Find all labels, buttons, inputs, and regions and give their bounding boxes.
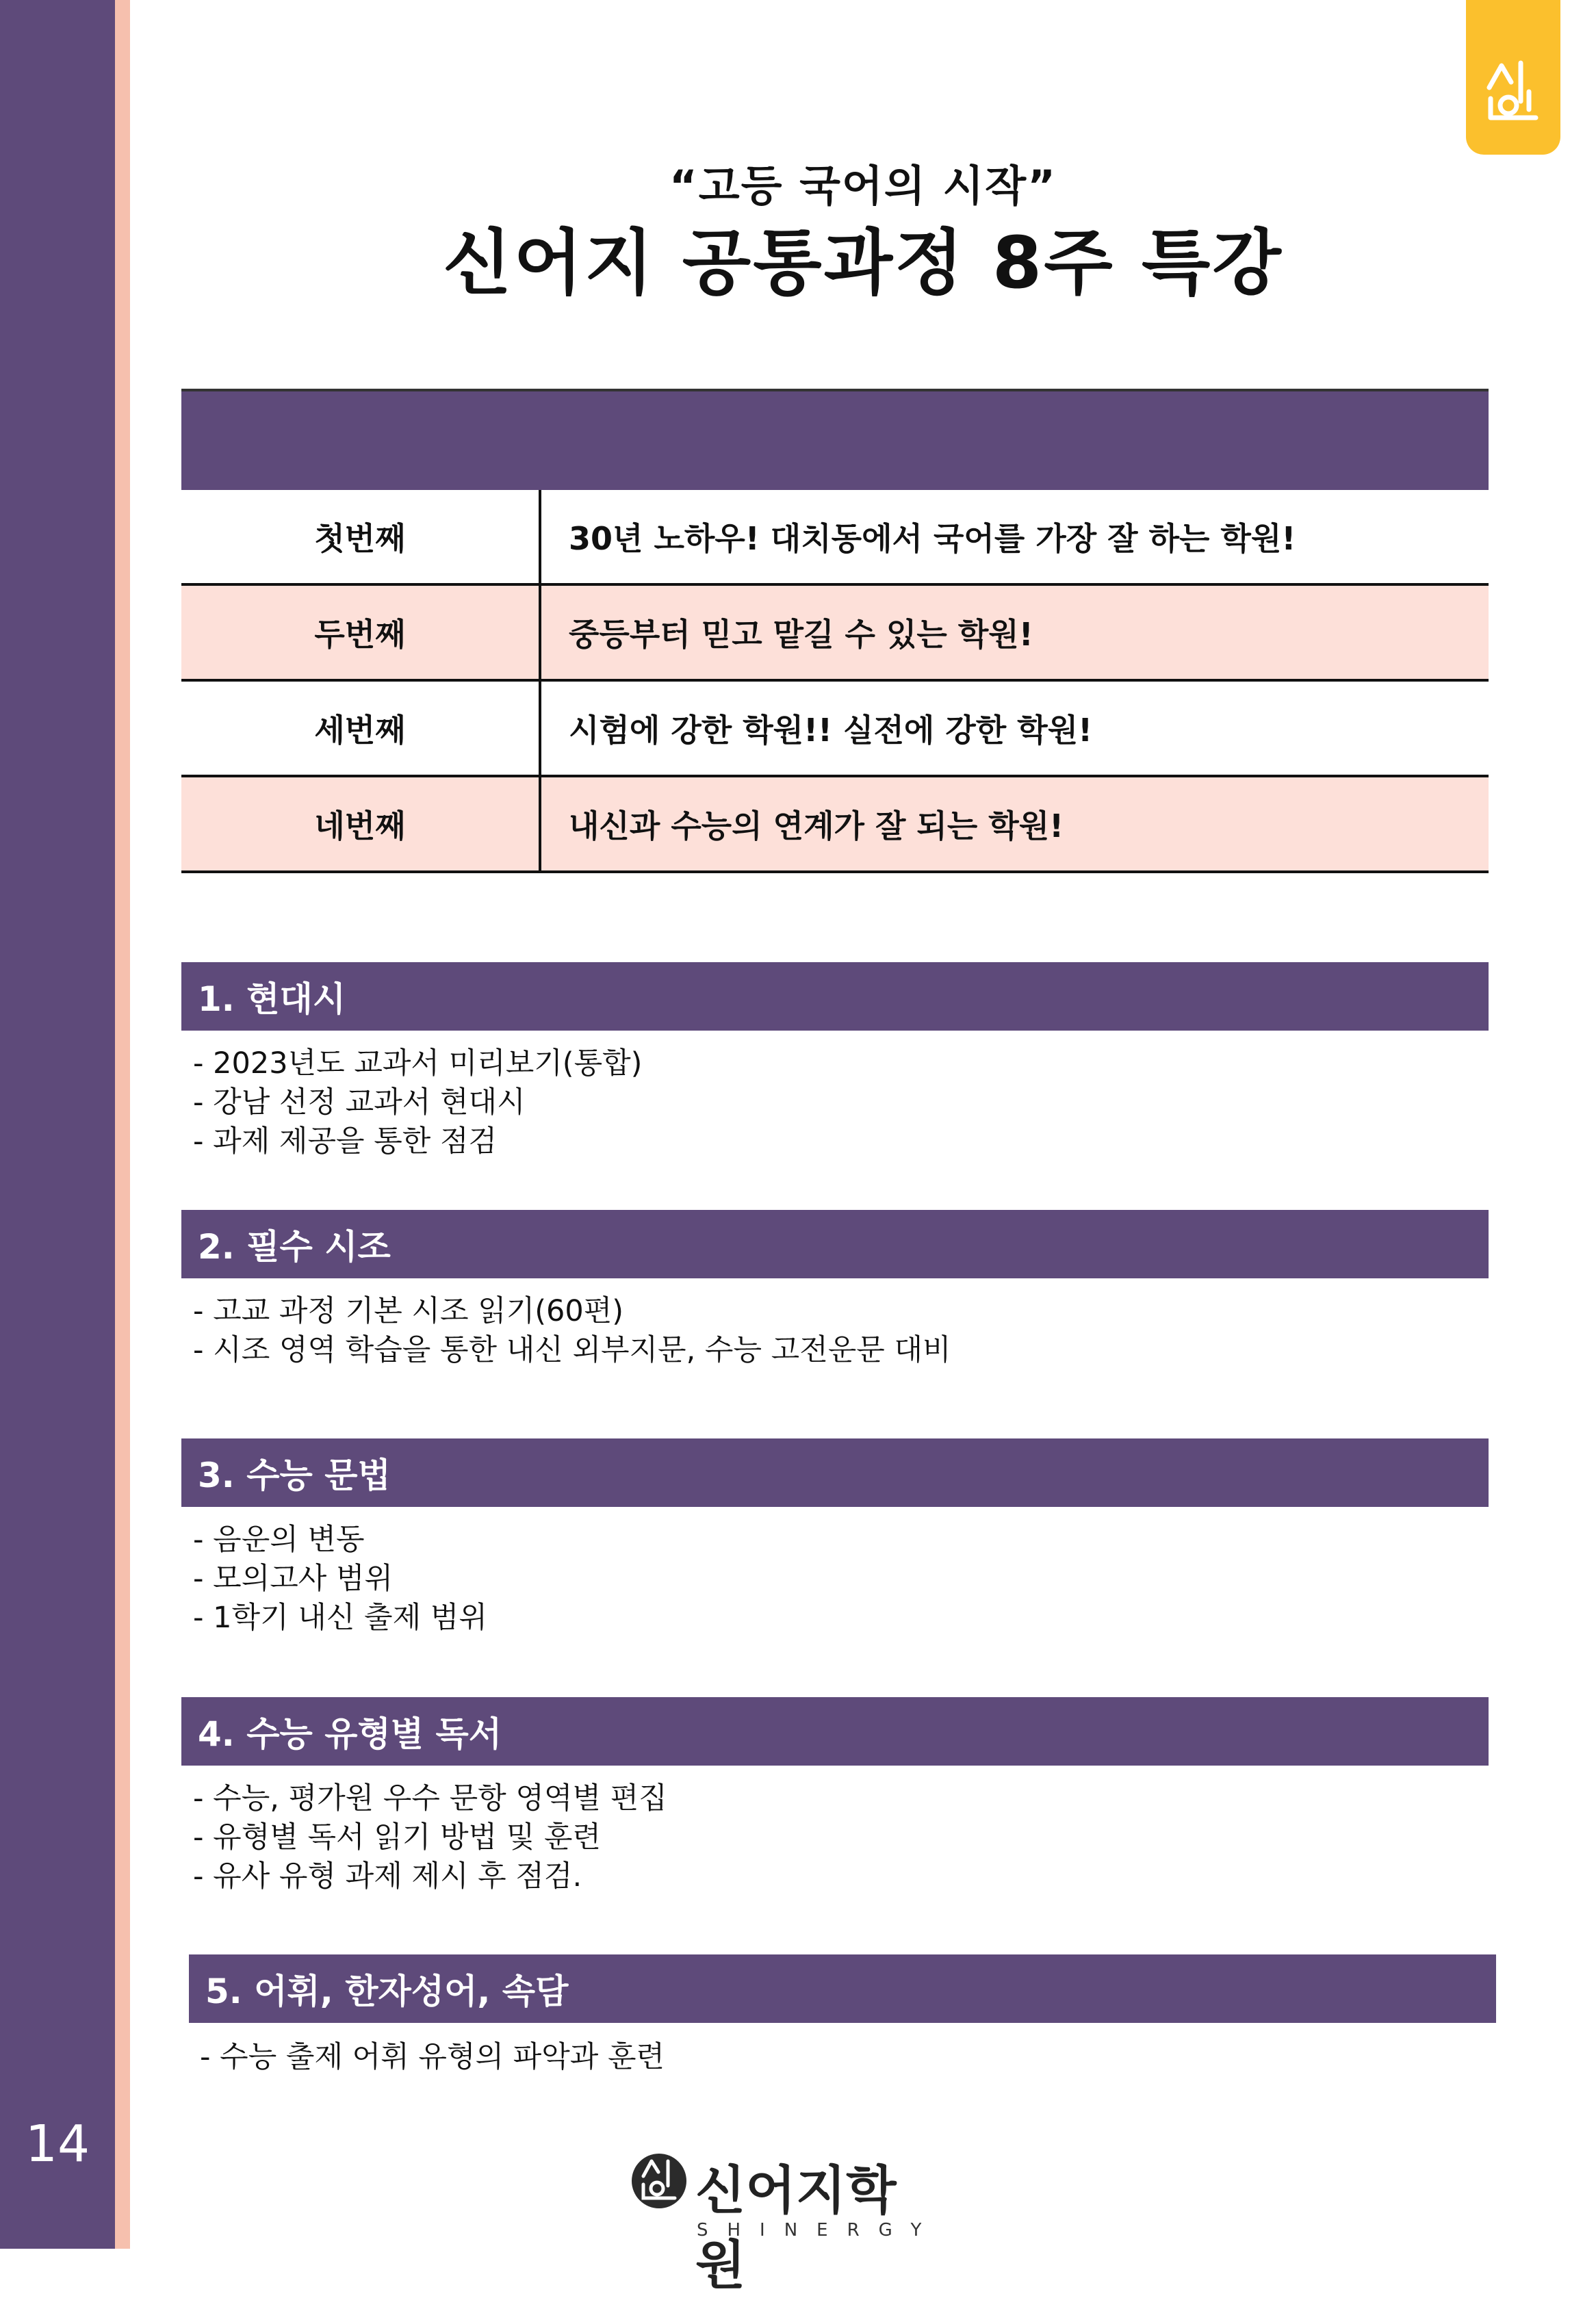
section-header-2: 2. 필수 시조 bbox=[181, 1210, 1489, 1278]
section-header-4: 4. 수능 유형별 독서 bbox=[181, 1697, 1489, 1766]
section-header-1: 1. 현대시 bbox=[181, 962, 1489, 1031]
list-item: - 유사 유형 과제 제시 후 점검. bbox=[193, 1859, 582, 1894]
list-item: - 2023년도 교과서 미리보기(통합) bbox=[193, 1046, 643, 1081]
page-number: 14 bbox=[25, 2115, 90, 2173]
table-row bbox=[181, 586, 1489, 682]
page-title: 신어지 공통과정 8주 특강 bbox=[443, 221, 1283, 305]
logo-icon bbox=[1481, 60, 1545, 126]
list-item: - 1학기 내신 출제 범위 bbox=[193, 1601, 487, 1635]
row-label: 세번째 bbox=[181, 682, 541, 775]
section-items-5 bbox=[200, 2038, 665, 2077]
section-items-3 bbox=[193, 1521, 487, 1638]
list-item: - 수능 출제 어휘 유형의 파악과 훈련 bbox=[200, 2040, 665, 2074]
list-item: - 유형별 독서 읽기 방법 및 훈련 bbox=[193, 1820, 601, 1855]
section-items-1 bbox=[193, 1044, 642, 1161]
row-text: 중등부터 믿고 맡길 수 있는 학원! bbox=[569, 616, 1033, 653]
row-label: 두번째 bbox=[181, 586, 541, 679]
feature-table bbox=[181, 389, 1489, 873]
list-item: - 수능, 평가원 우수 문항 영역별 편집 bbox=[193, 1781, 667, 1816]
row-text: 시험에 강한 학원!! 실전에 강한 학원! bbox=[569, 712, 1093, 749]
list-item: - 과제 제공을 통한 점검 bbox=[193, 1124, 498, 1159]
footer-academy-name-en: SHINERGY bbox=[697, 2220, 941, 2241]
list-item: - 강남 선정 교과서 현대시 bbox=[193, 1085, 526, 1120]
row-text: 30년 노하우! 대치동에서 국어를 가장 잘 하는 학원! bbox=[569, 520, 1296, 557]
section-header-5: 5. 어휘, 한자성어, 속담 bbox=[189, 1954, 1496, 2023]
table-row bbox=[181, 490, 1489, 586]
row-label: 첫번째 bbox=[181, 490, 541, 583]
logo-badge bbox=[1466, 0, 1560, 155]
row-label: 네번째 bbox=[181, 777, 541, 870]
academy-emblem-icon bbox=[630, 2152, 688, 2210]
footer-academy-name: 신어지학원 bbox=[695, 2160, 897, 2295]
list-item: - 음운의 변동 bbox=[193, 1523, 365, 1557]
footer-logo bbox=[630, 2149, 941, 2295]
list-item: - 시조 영역 학습을 통한 내신 외부지문, 수능 고전운문 대비 bbox=[193, 1333, 951, 1367]
table-header bbox=[181, 389, 1489, 490]
section-items-2 bbox=[193, 1292, 951, 1370]
section-items-4 bbox=[193, 1779, 667, 1896]
section-header-3: 3. 수능 문법 bbox=[181, 1438, 1489, 1507]
page-subtitle: “고등 국어의 시작” bbox=[669, 161, 1057, 211]
row-text: 내신과 수능의 연계가 잘 되는 학원! bbox=[569, 808, 1064, 844]
list-item: - 고교 과정 기본 시조 읽기(60편) bbox=[193, 1294, 624, 1328]
side-stripe bbox=[115, 0, 130, 2249]
table-row bbox=[181, 682, 1489, 777]
list-item: - 모의고사 범위 bbox=[193, 1562, 394, 1596]
side-bar bbox=[0, 0, 115, 2249]
table-row bbox=[181, 777, 1489, 873]
